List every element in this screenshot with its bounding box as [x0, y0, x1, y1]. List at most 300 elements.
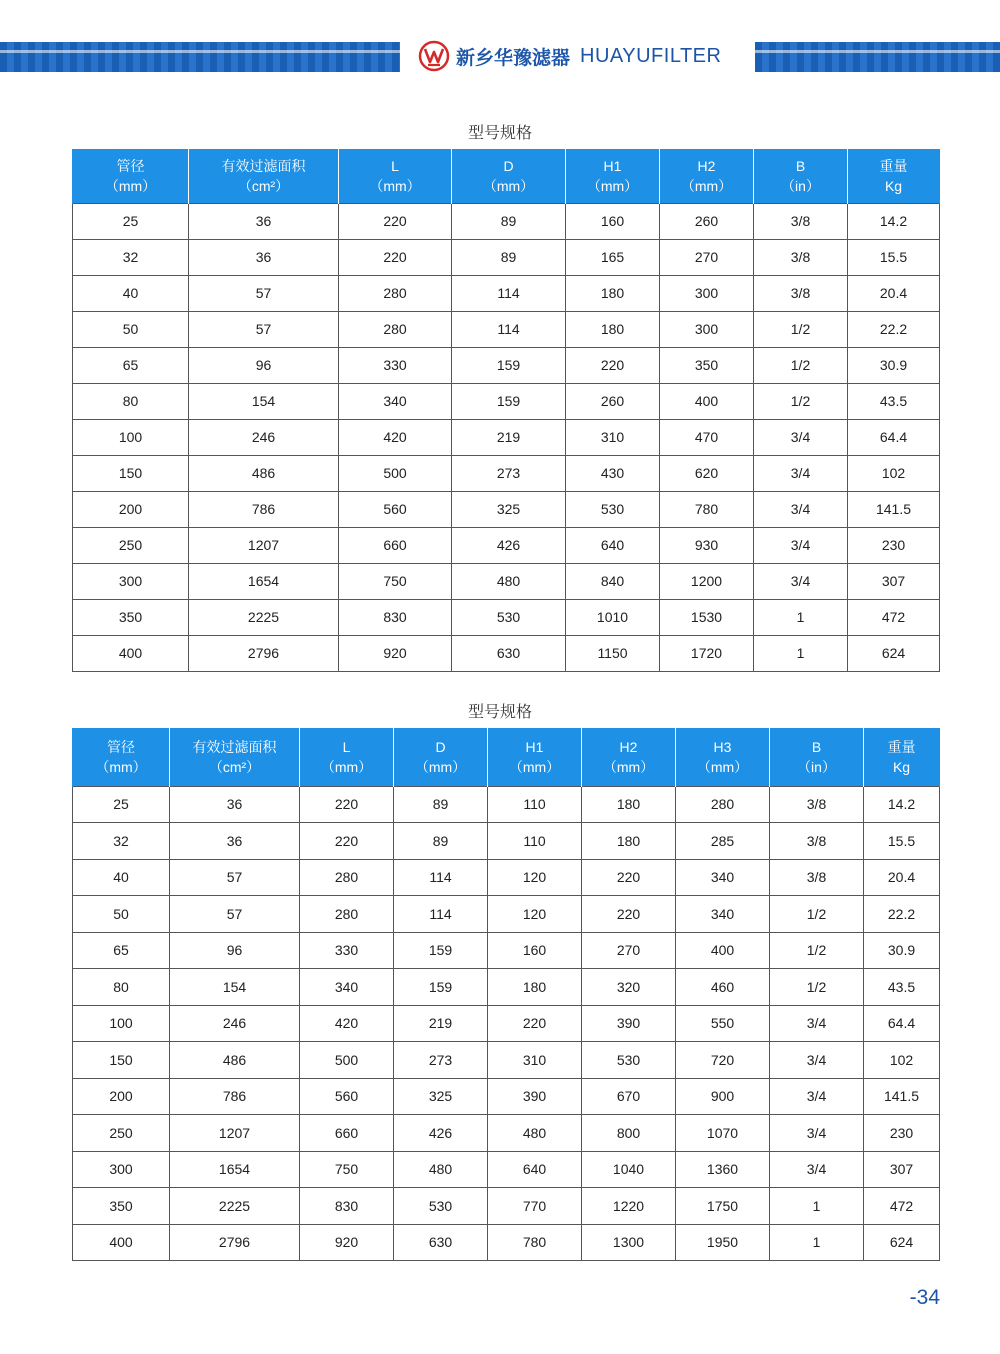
table-cell: 159 — [452, 383, 566, 419]
table-row — [73, 1078, 940, 1115]
table-cell: 300 — [73, 563, 189, 599]
table-cell: 390 — [488, 1078, 582, 1115]
table-row — [73, 347, 940, 383]
table-cell: 280 — [300, 859, 394, 896]
table-cell: 1950 — [676, 1224, 770, 1261]
table-cell: 3/4 — [754, 527, 848, 563]
column-unit: （mm） — [586, 177, 639, 194]
table-cell: 486 — [170, 1042, 300, 1079]
table-cell: 57 — [189, 311, 339, 347]
column-header — [394, 728, 488, 786]
table-cell: 1070 — [676, 1115, 770, 1152]
table-cell: 260 — [660, 203, 754, 239]
table-cell: 3/8 — [754, 203, 848, 239]
table-cell: 150 — [73, 1042, 170, 1079]
column-name: 有效过滤面积 — [221, 157, 306, 174]
table-cell: 220 — [339, 239, 452, 275]
table-cell: 14.2 — [864, 786, 940, 823]
column-name: H3 — [713, 738, 732, 755]
table-cell: 3/8 — [754, 275, 848, 311]
table-cell: 50 — [73, 896, 170, 933]
column-name: L — [342, 738, 351, 755]
table-cell: 530 — [566, 491, 660, 527]
table-cell: 159 — [452, 347, 566, 383]
table-cell: 1/2 — [754, 347, 848, 383]
table-cell: 230 — [848, 527, 940, 563]
table-cell: 1654 — [170, 1151, 300, 1188]
table-cell: 20.4 — [864, 859, 940, 896]
table-cell: 1150 — [566, 635, 660, 671]
table-cell: 285 — [676, 823, 770, 860]
table-cell: 15.5 — [864, 823, 940, 860]
table-cell: 25 — [73, 786, 170, 823]
table-cell: 43.5 — [864, 969, 940, 1006]
table-row — [73, 969, 940, 1006]
table-cell: 780 — [488, 1224, 582, 1261]
table-cell: 36 — [189, 239, 339, 275]
table-cell: 120 — [488, 859, 582, 896]
table-cell: 3/8 — [770, 786, 864, 823]
table-row — [73, 383, 940, 419]
table-cell: 114 — [394, 896, 488, 933]
table-cell: 830 — [339, 599, 452, 635]
column-unit: （cm²） — [208, 758, 261, 775]
table-cell: 230 — [864, 1115, 940, 1152]
table-cell: 3/4 — [770, 1151, 864, 1188]
table-cell: 250 — [73, 1115, 170, 1152]
table-row — [73, 527, 940, 563]
table-cell: 1207 — [189, 527, 339, 563]
table-cell: 1/2 — [754, 311, 848, 347]
table-cell: 250 — [73, 527, 189, 563]
table-cell: 930 — [660, 527, 754, 563]
column-header — [770, 728, 864, 786]
table-cell: 30.9 — [864, 932, 940, 969]
column-unit: （mm） — [95, 758, 147, 775]
table-cell: 1/2 — [770, 932, 864, 969]
table-cell: 114 — [452, 275, 566, 311]
table-cell: 420 — [339, 419, 452, 455]
table-row — [73, 896, 940, 933]
column-name: 有效过滤面积 — [192, 738, 277, 755]
table-cell: 180 — [566, 311, 660, 347]
table-cell: 1/2 — [770, 969, 864, 1006]
table-cell: 310 — [488, 1042, 582, 1079]
table-cell: 110 — [488, 823, 582, 860]
table-cell: 220 — [339, 203, 452, 239]
table-row — [73, 311, 940, 347]
table-row — [73, 455, 940, 491]
table-row — [73, 1115, 940, 1152]
table-cell: 180 — [582, 786, 676, 823]
table-cell: 420 — [300, 1005, 394, 1042]
table-cell: 141.5 — [864, 1078, 940, 1115]
column-header — [676, 728, 770, 786]
table-cell: 750 — [339, 563, 452, 599]
table-cell: 660 — [339, 527, 452, 563]
table-cell: 96 — [170, 932, 300, 969]
table-cell: 530 — [394, 1188, 488, 1225]
column-name: 管径 — [116, 157, 145, 174]
table-cell: 480 — [394, 1151, 488, 1188]
table-cell: 159 — [394, 932, 488, 969]
table-cell: 154 — [170, 969, 300, 1006]
table-row — [73, 1005, 940, 1042]
table-cell: 30.9 — [848, 347, 940, 383]
table-cell: 180 — [488, 969, 582, 1006]
table-cell: 300 — [660, 311, 754, 347]
column-unit: （mm） — [482, 177, 535, 194]
table-cell: 40 — [73, 275, 189, 311]
table-cell: 900 — [676, 1078, 770, 1115]
table-row — [73, 932, 940, 969]
table-cell: 273 — [452, 455, 566, 491]
column-name: H2 — [697, 157, 716, 174]
table-cell: 340 — [676, 859, 770, 896]
table-cell: 280 — [339, 275, 452, 311]
table-cell: 1/2 — [754, 383, 848, 419]
table-cell: 220 — [300, 823, 394, 860]
table-cell: 330 — [339, 347, 452, 383]
table-cell: 470 — [660, 419, 754, 455]
table-cell: 1300 — [582, 1224, 676, 1261]
table-cell: 3/4 — [770, 1078, 864, 1115]
table-cell: 160 — [566, 203, 660, 239]
header-banner-left — [0, 42, 400, 72]
table-cell: 1040 — [582, 1151, 676, 1188]
table-cell: 150 — [73, 455, 189, 491]
table-cell: 426 — [452, 527, 566, 563]
table-cell: 472 — [864, 1188, 940, 1225]
page-number: -34 — [909, 1286, 940, 1309]
table-cell: 340 — [300, 969, 394, 1006]
table-cell: 36 — [189, 203, 339, 239]
table-cell: 330 — [300, 932, 394, 969]
table-cell: 50 — [73, 311, 189, 347]
column-name: B — [795, 157, 806, 174]
column-header — [566, 149, 660, 203]
table-cell: 3/4 — [754, 563, 848, 599]
column-name: H1 — [603, 157, 622, 174]
table-cell: 1010 — [566, 599, 660, 635]
table-cell: 920 — [300, 1224, 394, 1261]
table-cell: 22.2 — [848, 311, 940, 347]
table-cell: 141.5 — [848, 491, 940, 527]
table-cell: 1 — [770, 1188, 864, 1225]
table-cell: 720 — [676, 1042, 770, 1079]
brand-name-en: HUAYUFILTER — [580, 44, 722, 67]
table-cell: 340 — [339, 383, 452, 419]
table-cell: 1207 — [170, 1115, 300, 1152]
table-cell: 486 — [189, 455, 339, 491]
table-cell: 180 — [566, 275, 660, 311]
table-row — [73, 599, 940, 635]
table-cell: 530 — [452, 599, 566, 635]
table-cell: 165 — [566, 239, 660, 275]
table-cell: 3/4 — [754, 491, 848, 527]
table-2-title: 型号规格 — [467, 702, 532, 721]
column-header — [73, 149, 189, 203]
column-unit: （mm） — [508, 758, 561, 775]
column-name: B — [811, 738, 822, 755]
column-unit: （mm） — [369, 177, 421, 194]
table-cell: 530 — [582, 1042, 676, 1079]
spec-table-1 — [72, 149, 940, 672]
table-cell: 64.4 — [864, 1005, 940, 1042]
table-cell: 220 — [566, 347, 660, 383]
table-cell: 1 — [754, 635, 848, 671]
table-cell: 159 — [394, 969, 488, 1006]
table-cell: 660 — [300, 1115, 394, 1152]
table-cell: 350 — [73, 599, 189, 635]
table-cell: 3/4 — [770, 1005, 864, 1042]
table-cell: 307 — [864, 1151, 940, 1188]
table-row — [73, 823, 940, 860]
table-1-title: 型号规格 — [467, 123, 532, 142]
table-cell: 750 — [300, 1151, 394, 1188]
table-cell: 1 — [770, 1224, 864, 1261]
table-cell: 280 — [339, 311, 452, 347]
table-cell: 3/8 — [754, 239, 848, 275]
table-cell: 2796 — [170, 1224, 300, 1261]
table-cell: 460 — [676, 969, 770, 1006]
column-name: H1 — [525, 738, 544, 755]
table-cell: 560 — [339, 491, 452, 527]
table-cell: 920 — [339, 635, 452, 671]
table-cell: 1360 — [676, 1151, 770, 1188]
table-cell: 840 — [566, 563, 660, 599]
table-cell: 310 — [566, 419, 660, 455]
column-unit: （mm） — [104, 177, 157, 194]
table-cell: 1 — [754, 599, 848, 635]
table-row — [73, 419, 940, 455]
table-cell: 220 — [582, 896, 676, 933]
table-cell: 246 — [170, 1005, 300, 1042]
table-cell: 630 — [394, 1224, 488, 1261]
table-cell: 180 — [582, 823, 676, 860]
table-cell: 560 — [300, 1078, 394, 1115]
table-cell: 100 — [73, 1005, 170, 1042]
table-cell: 246 — [189, 419, 339, 455]
table-cell: 3/4 — [770, 1115, 864, 1152]
table-row — [73, 786, 940, 823]
table-cell: 219 — [452, 419, 566, 455]
table-cell: 640 — [488, 1151, 582, 1188]
table-cell: 670 — [582, 1078, 676, 1115]
column-header — [754, 149, 848, 203]
table-cell: 200 — [73, 1078, 170, 1115]
column-unit: （in） — [781, 177, 820, 194]
column-name: H2 — [619, 738, 638, 755]
huayu-logo-icon — [418, 40, 450, 72]
column-unit: Kg — [892, 758, 911, 775]
column-name: D — [435, 738, 446, 755]
column-header — [660, 149, 754, 203]
table-header-row — [73, 728, 940, 786]
table-cell: 154 — [189, 383, 339, 419]
table-cell: 550 — [676, 1005, 770, 1042]
table-cell: 400 — [660, 383, 754, 419]
spec-table-2 — [72, 728, 940, 1261]
table-cell: 307 — [848, 563, 940, 599]
table-row — [73, 635, 940, 671]
table-cell: 89 — [452, 203, 566, 239]
table-cell: 220 — [488, 1005, 582, 1042]
table-cell: 96 — [189, 347, 339, 383]
table-cell: 160 — [488, 932, 582, 969]
table-cell: 1654 — [189, 563, 339, 599]
table-cell: 340 — [676, 896, 770, 933]
table-cell: 620 — [660, 455, 754, 491]
column-header — [848, 149, 940, 203]
table-cell: 320 — [582, 969, 676, 1006]
table-row — [73, 239, 940, 275]
table-cell: 786 — [170, 1078, 300, 1115]
table-cell: 280 — [676, 786, 770, 823]
column-unit: （cm²） — [237, 177, 290, 194]
table-cell: 110 — [488, 786, 582, 823]
table-cell: 114 — [394, 859, 488, 896]
column-name: 重量 — [879, 157, 908, 174]
table-row — [73, 1151, 940, 1188]
table-cell: 1200 — [660, 563, 754, 599]
table-cell: 100 — [73, 419, 189, 455]
table-row — [73, 491, 940, 527]
brand — [418, 38, 721, 74]
table-cell: 36 — [170, 823, 300, 860]
table-cell: 57 — [170, 859, 300, 896]
table-cell: 120 — [488, 896, 582, 933]
column-unit: Kg — [884, 177, 903, 194]
table-cell: 89 — [394, 786, 488, 823]
table-cell: 15.5 — [848, 239, 940, 275]
column-name: D — [503, 157, 514, 174]
table-cell: 102 — [848, 455, 940, 491]
table-row — [73, 275, 940, 311]
table-cell: 40 — [73, 859, 170, 896]
table-cell: 80 — [73, 383, 189, 419]
table-cell: 624 — [848, 635, 940, 671]
table-cell: 280 — [300, 896, 394, 933]
column-header — [452, 149, 566, 203]
table-row — [73, 563, 940, 599]
table-row — [73, 1042, 940, 1079]
column-unit: （mm） — [320, 758, 373, 775]
column-unit: （mm） — [602, 758, 655, 775]
table-cell: 350 — [73, 1188, 170, 1225]
table-cell: 325 — [452, 491, 566, 527]
table-row — [73, 203, 940, 239]
table-cell: 89 — [452, 239, 566, 275]
table-cell: 270 — [660, 239, 754, 275]
table-cell: 472 — [848, 599, 940, 635]
table-cell: 500 — [300, 1042, 394, 1079]
table-cell: 200 — [73, 491, 189, 527]
column-header — [582, 728, 676, 786]
brand-name-cn: 新乡华豫滤器 — [456, 46, 571, 69]
table-cell: 65 — [73, 932, 170, 969]
table-cell: 102 — [864, 1042, 940, 1079]
column-header — [189, 149, 339, 203]
column-name: L — [391, 157, 399, 174]
table-cell: 400 — [73, 635, 189, 671]
table-cell: 400 — [73, 1224, 170, 1261]
table-cell: 630 — [452, 635, 566, 671]
table-cell: 114 — [452, 311, 566, 347]
table-cell: 260 — [566, 383, 660, 419]
table-cell: 640 — [566, 527, 660, 563]
table-cell: 1530 — [660, 599, 754, 635]
table-cell: 14.2 — [848, 203, 940, 239]
table-cell: 25 — [73, 203, 189, 239]
table-cell: 430 — [566, 455, 660, 491]
table-cell: 1/2 — [770, 896, 864, 933]
table-cell: 57 — [170, 896, 300, 933]
table-cell: 3/8 — [770, 859, 864, 896]
table-cell: 325 — [394, 1078, 488, 1115]
table-cell: 32 — [73, 239, 189, 275]
table-cell: 300 — [73, 1151, 170, 1188]
column-name: 管径 — [107, 738, 135, 755]
table-cell: 1750 — [676, 1188, 770, 1225]
table-cell: 219 — [394, 1005, 488, 1042]
table-cell: 2225 — [189, 599, 339, 635]
table-cell: 270 — [582, 932, 676, 969]
table-cell: 32 — [73, 823, 170, 860]
column-unit: （mm） — [680, 177, 733, 194]
table-cell: 64.4 — [848, 419, 940, 455]
table-cell: 22.2 — [864, 896, 940, 933]
table-cell: 36 — [170, 786, 300, 823]
column-header — [488, 728, 582, 786]
table-cell: 3/8 — [770, 823, 864, 860]
column-header — [300, 728, 394, 786]
table-cell: 780 — [660, 491, 754, 527]
table-cell: 273 — [394, 1042, 488, 1079]
table-cell: 480 — [488, 1115, 582, 1152]
table-cell: 624 — [864, 1224, 940, 1261]
table-cell: 43.5 — [848, 383, 940, 419]
column-header — [864, 728, 940, 786]
table-cell: 20.4 — [848, 275, 940, 311]
table-cell: 1720 — [660, 635, 754, 671]
column-header — [339, 149, 452, 203]
table-row — [73, 1188, 940, 1225]
table-cell: 3/4 — [754, 419, 848, 455]
table-header-row — [73, 149, 940, 203]
table-cell: 830 — [300, 1188, 394, 1225]
table-row — [73, 1224, 940, 1261]
table-cell: 1220 — [582, 1188, 676, 1225]
table-cell: 89 — [394, 823, 488, 860]
table-cell: 770 — [488, 1188, 582, 1225]
column-unit: （mm） — [414, 758, 467, 775]
table-cell: 400 — [676, 932, 770, 969]
table-cell: 2796 — [189, 635, 339, 671]
column-name: 重量 — [887, 738, 916, 755]
table-cell: 300 — [660, 275, 754, 311]
table-cell: 350 — [660, 347, 754, 383]
table-cell: 426 — [394, 1115, 488, 1152]
column-header — [73, 728, 170, 786]
table-cell: 2225 — [170, 1188, 300, 1225]
table-cell: 500 — [339, 455, 452, 491]
column-header — [170, 728, 300, 786]
table-cell: 786 — [189, 491, 339, 527]
table-cell: 57 — [189, 275, 339, 311]
table-cell: 3/4 — [770, 1042, 864, 1079]
header-banner-right — [755, 42, 1000, 72]
